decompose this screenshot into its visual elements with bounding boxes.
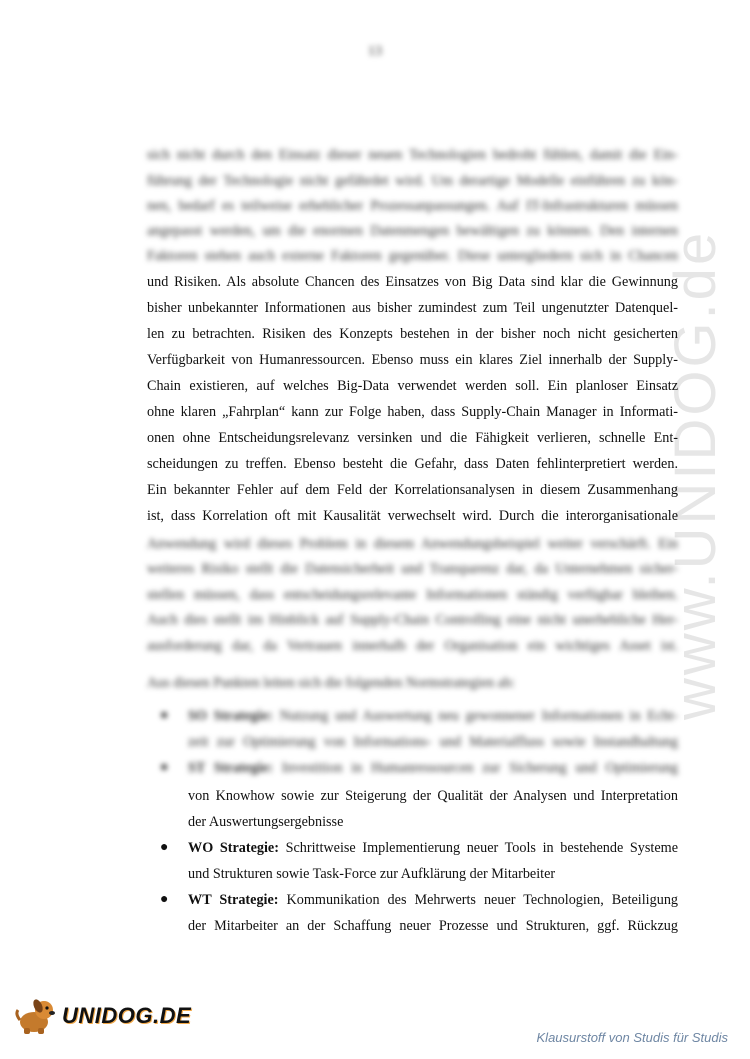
strategy-wo-line — [188, 838, 678, 858]
paragraph-line: len zu betrachten. Risiken des Konzepts bestehen in der bisher noch nicht gesicherten — [147, 326, 678, 342]
watermark: www.UNIDOG.de — [663, 229, 728, 720]
blurred-line: angepasst werden, um die enormen Datenmengen bewältigen zu können. Den internen — [147, 223, 678, 239]
bullet-icon: ● — [160, 840, 169, 855]
blurred-line: ausforderung dar, da Vertrauen innerhalb der Organisation ein wichtiges Asset ist. — [147, 638, 678, 654]
paragraph-line: Ein bekannter Fehler auf dem Feld der Korrelationsanalysen in diesem Zusammenhang — [147, 482, 678, 498]
strategy-so-text: Nutzung und Auswertung neu gewonnener Informationen in Echt- — [279, 708, 679, 724]
paragraph-line: und Risiken. Als absolute Chancen des Einsatzes von Big Data sind klar die Gewinnung — [147, 274, 678, 290]
blurred-line: sich nicht durch den Einsatz dieser neuen Technologien bedroht fühlen, damit die Ein- — [147, 147, 678, 163]
strategy-st-line: der Auswertungsergebnisse — [188, 814, 344, 830]
paragraph-line: onen ohne Entscheidungsrelevanz versinken und die Fähigkeit verlieren, schnelle Ent- — [147, 430, 678, 446]
bullet-icon: ● — [160, 892, 169, 907]
strategy-wt-line: der Mitarbeiter an der Schaffung neuer Prozesse und Strukturen, ggf. Rückzug — [188, 918, 678, 934]
strategy-wo-text: Schrittweise Implementierung neuer Tools in bestehende Systeme — [285, 840, 678, 856]
strategy-wo-line: und Strukturen sowie Task-Force zur Aufklärung der Mitarbeiter — [188, 866, 556, 882]
logo-text: UNIDOG.DE — [62, 1003, 192, 1028]
strategy-st-label: ST Strategie: — [188, 760, 273, 776]
blurred-line: führung der Technologie nicht gefährdet wird. Um derartige Modelle einführen zu kön- — [147, 173, 678, 189]
dog-icon — [14, 996, 60, 1036]
paragraph-line: Chain existieren, auf welches Big-Data verwendet werden soll. Ein planloser Einsatz — [147, 378, 678, 394]
page-number: 13 — [368, 44, 382, 59]
strategy-wt-line — [188, 890, 678, 910]
blurred-line: Auch dies stellt im Hinblick auf Supply-Chain Controlling eine nicht unerhebliche Her- — [147, 612, 678, 628]
blurred-intro: Aus diesen Punkten leiten sich die folgenden Normstrategien ab: — [147, 675, 515, 691]
blurred-line: Faktoren stehen auch externe Faktoren gegenüber. Diese untergliedern sich in Chancen — [147, 248, 678, 264]
paragraph-line: Verfügbarkeit von Humanressourcen. Ebenso muss ein klares Ziel innerhalb der Supply- — [147, 352, 678, 368]
bullet-icon: ● — [160, 708, 169, 723]
blurred-line: Anwendung wird dieses Problem in diesem Anwendungsbeispiel weiter verschärft. Ein — [147, 536, 678, 552]
strategy-so-label: SO Strategie: — [188, 708, 273, 724]
blurred-line: weiteres Risiko stellt die Datensicherheit und Transparenz dar, da Unternehmen sicher- — [147, 561, 678, 577]
strategy-wt-label: WT Strategie: — [188, 892, 279, 908]
strategy-wo-label: WO Strategie: — [188, 840, 279, 856]
blurred-line: nen, bedarf es teilweise erheblicher Prozessanpassungen. Auf IT-Infrastrukturen müssen — [147, 198, 678, 214]
strategy-so-line: zeit zur Optimierung von Informations- und Materialfluss sowie Instandhaltung — [188, 734, 678, 750]
unidog-logo[interactable] — [14, 996, 191, 1036]
strategy-wt-text: Kommunikation des Mehrwerts neuer Technologien, Beteiligung — [286, 892, 679, 908]
paragraph-line: ohne klaren „Fahrplan“ kann zur Folge haben, dass Supply-Chain Manager in Informati- — [147, 404, 678, 420]
paragraph-line: ist, dass Korrelation oft mit Kausalität verwechselt wird. Durch die interorganisationale — [147, 508, 678, 524]
blurred-line: stellen müssen, dass entscheidungsrelevante Informationen ständig verfügbar bleiben. — [147, 587, 678, 603]
footer-tagline: Klausurstoff von Studis für Studis — [536, 1030, 728, 1045]
strategy-st-text: Investition in Humanressourcen zur Sicherung und Optimierung — [281, 760, 679, 776]
paragraph-line: scheidungen zu treffen. Ebenso besteht die Gefahr, dass Daten fehlinterpretiert werden. — [147, 456, 678, 472]
bullet-icon: ● — [160, 760, 169, 775]
strategy-so-line — [188, 706, 678, 726]
strategy-st-line: von Knowhow sowie zur Steigerung der Qualität der Analysen und Interpretation — [188, 788, 678, 804]
paragraph-line: bisher unbekannter Informationen aus bisher zumindest zum Teil ungenutzter Datenquel- — [147, 300, 678, 316]
strategy-st-line — [188, 758, 678, 778]
